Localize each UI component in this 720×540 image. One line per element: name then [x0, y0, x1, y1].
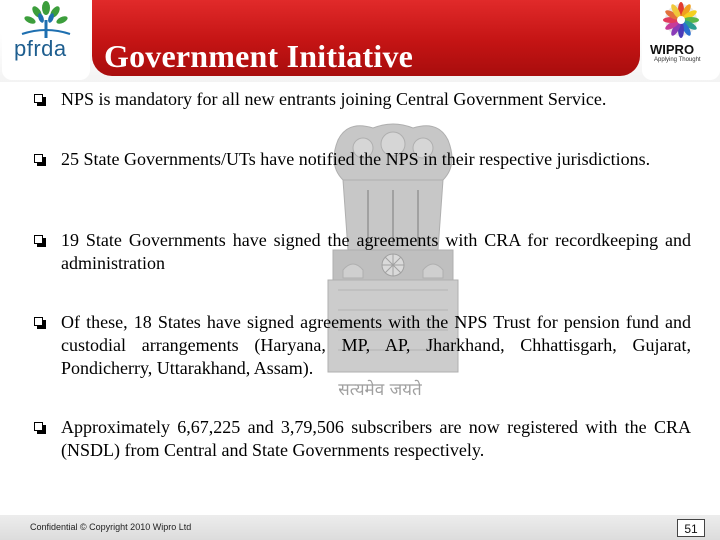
wipro-sunflower-logo-icon	[642, 0, 720, 44]
wipro-logo-tagline: Applying Thought	[654, 57, 701, 63]
bullet-text: NPS is mandatory for all new entrants joining Central Government Service.	[61, 89, 607, 109]
wipro-logo-text: WIPRO	[650, 42, 695, 57]
bullet-text: 25 State Governments/UTs have notified the NPS in their respective jurisdictions.	[61, 149, 651, 169]
pfrda-logo	[2, 0, 90, 80]
page-number: 51	[677, 519, 705, 537]
square-bullet-icon	[34, 317, 43, 326]
bullet-text: Approximately 6,67,225 and 3,79,506 subscribers are now registered with the CRA (NSDL) from Central and State Governments respectively.	[61, 417, 691, 460]
slide-header	[0, 0, 720, 84]
pfrda-logo-text: pfrda	[14, 36, 67, 61]
bullet-text: 19 State Governments have signed the agreements with CRA for recordkeeping and administration	[61, 230, 691, 273]
square-bullet-icon	[34, 154, 43, 163]
square-bullet-icon	[34, 94, 43, 103]
footer-confidential: Confidential © Copyright 2010 Wipro Ltd	[30, 522, 192, 532]
square-bullet-icon	[34, 235, 43, 244]
wipro-logo	[642, 0, 720, 80]
slide-title: Government Initiative	[104, 38, 414, 74]
emblem-motto: सत्यमेव जयते	[338, 380, 422, 400]
pfrda-tree-logo-icon	[2, 0, 90, 40]
bullet-text: Of these, 18 States have signed agreements with the NPS Trust for pension fund and custodial arrangements (Haryana, MP, AP, Jharkhand, Chhattisgarh, Gujarat, Pondicherry, Uttarakhand, Assam).	[61, 312, 691, 378]
square-bullet-icon	[34, 422, 43, 431]
